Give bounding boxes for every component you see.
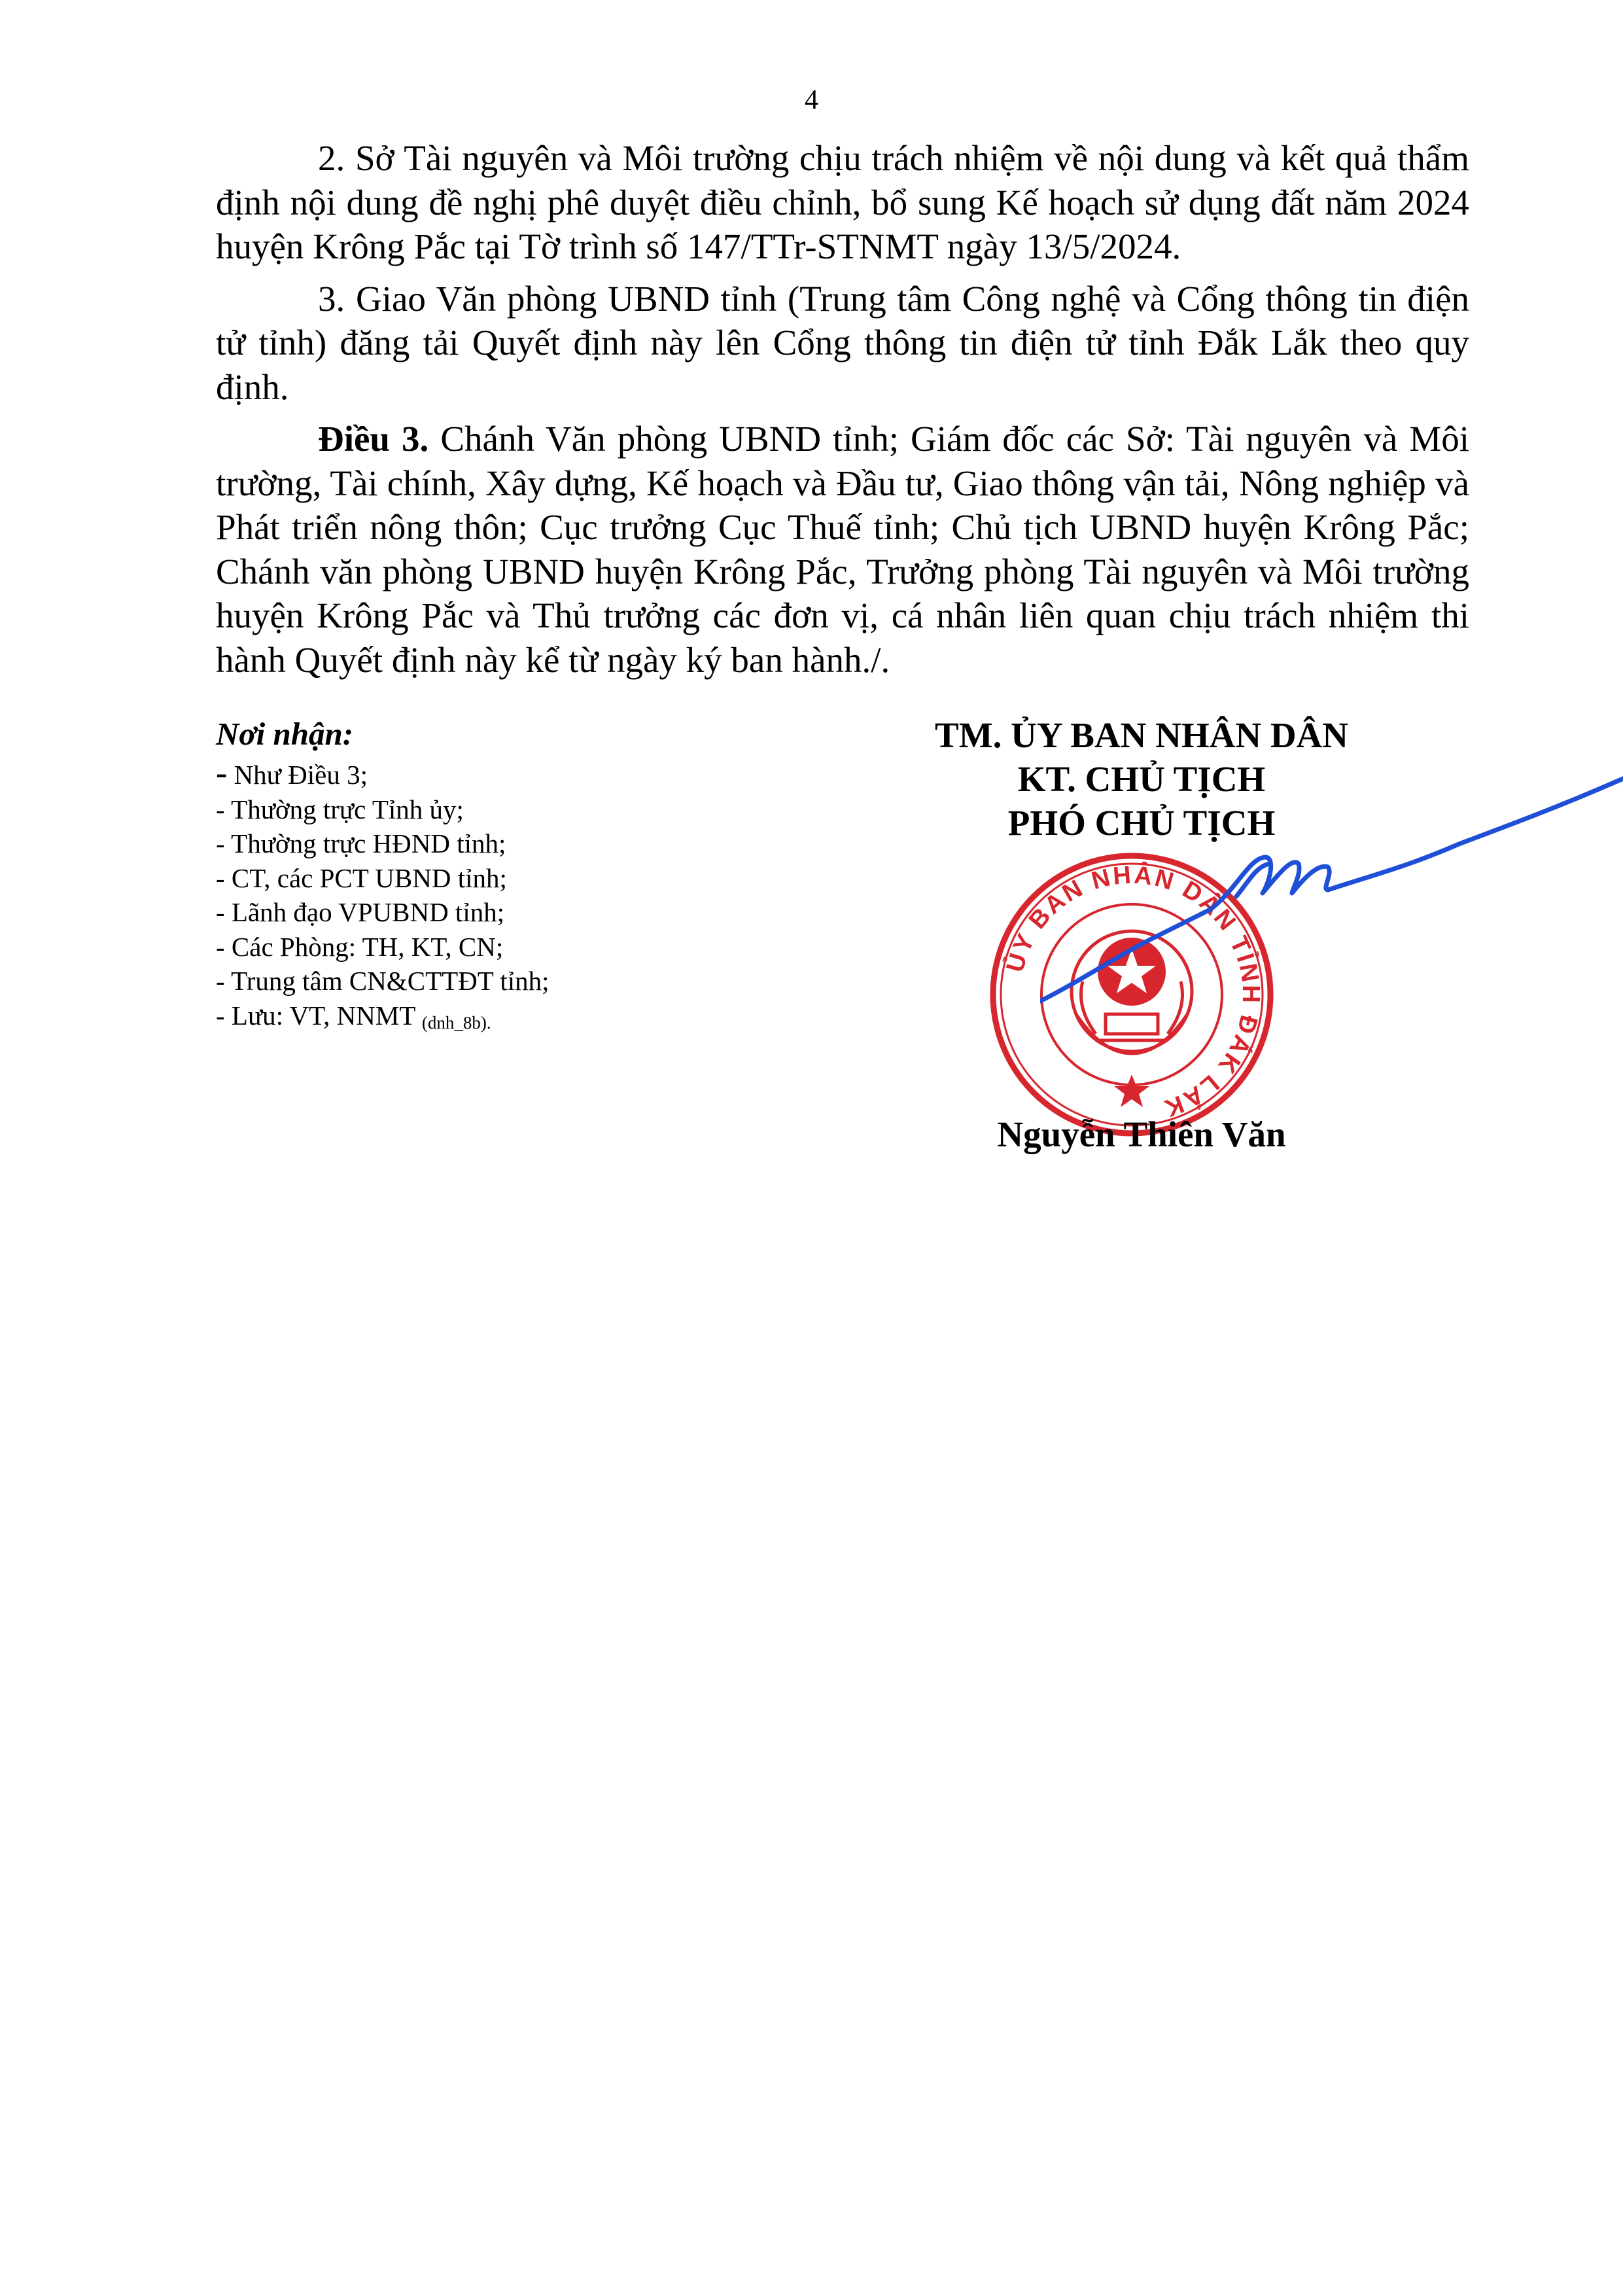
paragraph-2-text: 2. Sở Tài nguyên và Môi trường chịu trách nhiệm về nội dung và kết quả thẩm định nội dung đề nghị phê duyệt điều chỉnh, bổ sung Kế hoạch sử dụng đất năm 2024 huyện Krông Pắc tại Tờ trình số 147/TTr-STNMT ngày 13/5/2024. bbox=[216, 138, 1469, 266]
page-number: 4 bbox=[805, 85, 818, 115]
recipient-item: - Lãnh đạo VPUBND tỉnh; bbox=[216, 897, 505, 927]
recipient-item: - Các Phòng: TH, KT, CN; bbox=[216, 931, 504, 962]
seal-text: ỦY BAN NHÂN DÂN TỈNH ĐẮK LẮK bbox=[1001, 861, 1265, 1123]
article-3 bbox=[216, 417, 1469, 682]
document-body bbox=[216, 136, 1469, 690]
recipient-item-text: Như Điều 3; bbox=[234, 760, 368, 790]
recipient-item: - CT, các PCT UBND tỉnh; bbox=[216, 862, 507, 893]
recipient-item: - Thường trực Tỉnh ủy; bbox=[216, 794, 464, 824]
recipient-item: - Thường trực HĐND tỉnh; bbox=[216, 828, 506, 858]
recipient-item bbox=[216, 756, 739, 792]
paragraph-2 bbox=[216, 136, 1469, 269]
archive-code: (dnh_8b). bbox=[421, 1012, 491, 1033]
recipient-item-archive bbox=[216, 998, 739, 1036]
paragraph-3 bbox=[216, 277, 1469, 410]
signature-on-behalf: KT. CHỦ TỊCH bbox=[1017, 759, 1266, 799]
recipient-item: - Trung tâm CN&CTTĐT tỉnh; bbox=[216, 966, 550, 996]
signer-name: Nguyễn Thiên Văn bbox=[997, 1114, 1286, 1154]
recipients-block bbox=[216, 715, 739, 1036]
archive-text: - Lưu: VT, NNMT bbox=[216, 1000, 415, 1031]
signature-authority: TM. ỦY BAN NHÂN DÂN bbox=[935, 715, 1348, 755]
recipients-list bbox=[216, 756, 739, 1036]
recipients-title: Nơi nhận: bbox=[216, 716, 354, 752]
article-3-heading: Điều 3. bbox=[318, 419, 429, 459]
signature-title: PHÓ CHỦ TỊCH bbox=[1007, 803, 1276, 843]
recipient-dash: - bbox=[216, 754, 228, 792]
article-3-text: Chánh Văn phòng UBND tỉnh; Giám đốc các Sở: Tài nguyên và Môi trường, Tài chính, Xây dựng, Kế hoạch và Đầu tư, Giao thông vận tải, Nông nghiệp và Phát triển nông thôn; Cục trưởng Cục Thuế tỉnh; Chủ tịch UBND huyện Krông Pắc; Chánh văn phòng UBND huyện Krông Pắc, Trưởng phòng Tài nguyên và Môi trường huyện Krông Pắc và Thủ trưởng các đơn vị, cá nhân liên quan chịu trách nhiệm thi hành Quyết định này kể từ ngày ký ban hành./. bbox=[216, 419, 1470, 680]
handwritten-signature-icon bbox=[1040, 759, 1623, 1008]
paragraph-3-text: 3. Giao Văn phòng UBND tỉnh (Trung tâm Công nghệ và Cổng thông tin điện tử tỉnh) đăng tải Quyết định này lên Cổng thông tin điện tử tỉnh Đắk Lắk theo quy định. bbox=[216, 278, 1469, 407]
